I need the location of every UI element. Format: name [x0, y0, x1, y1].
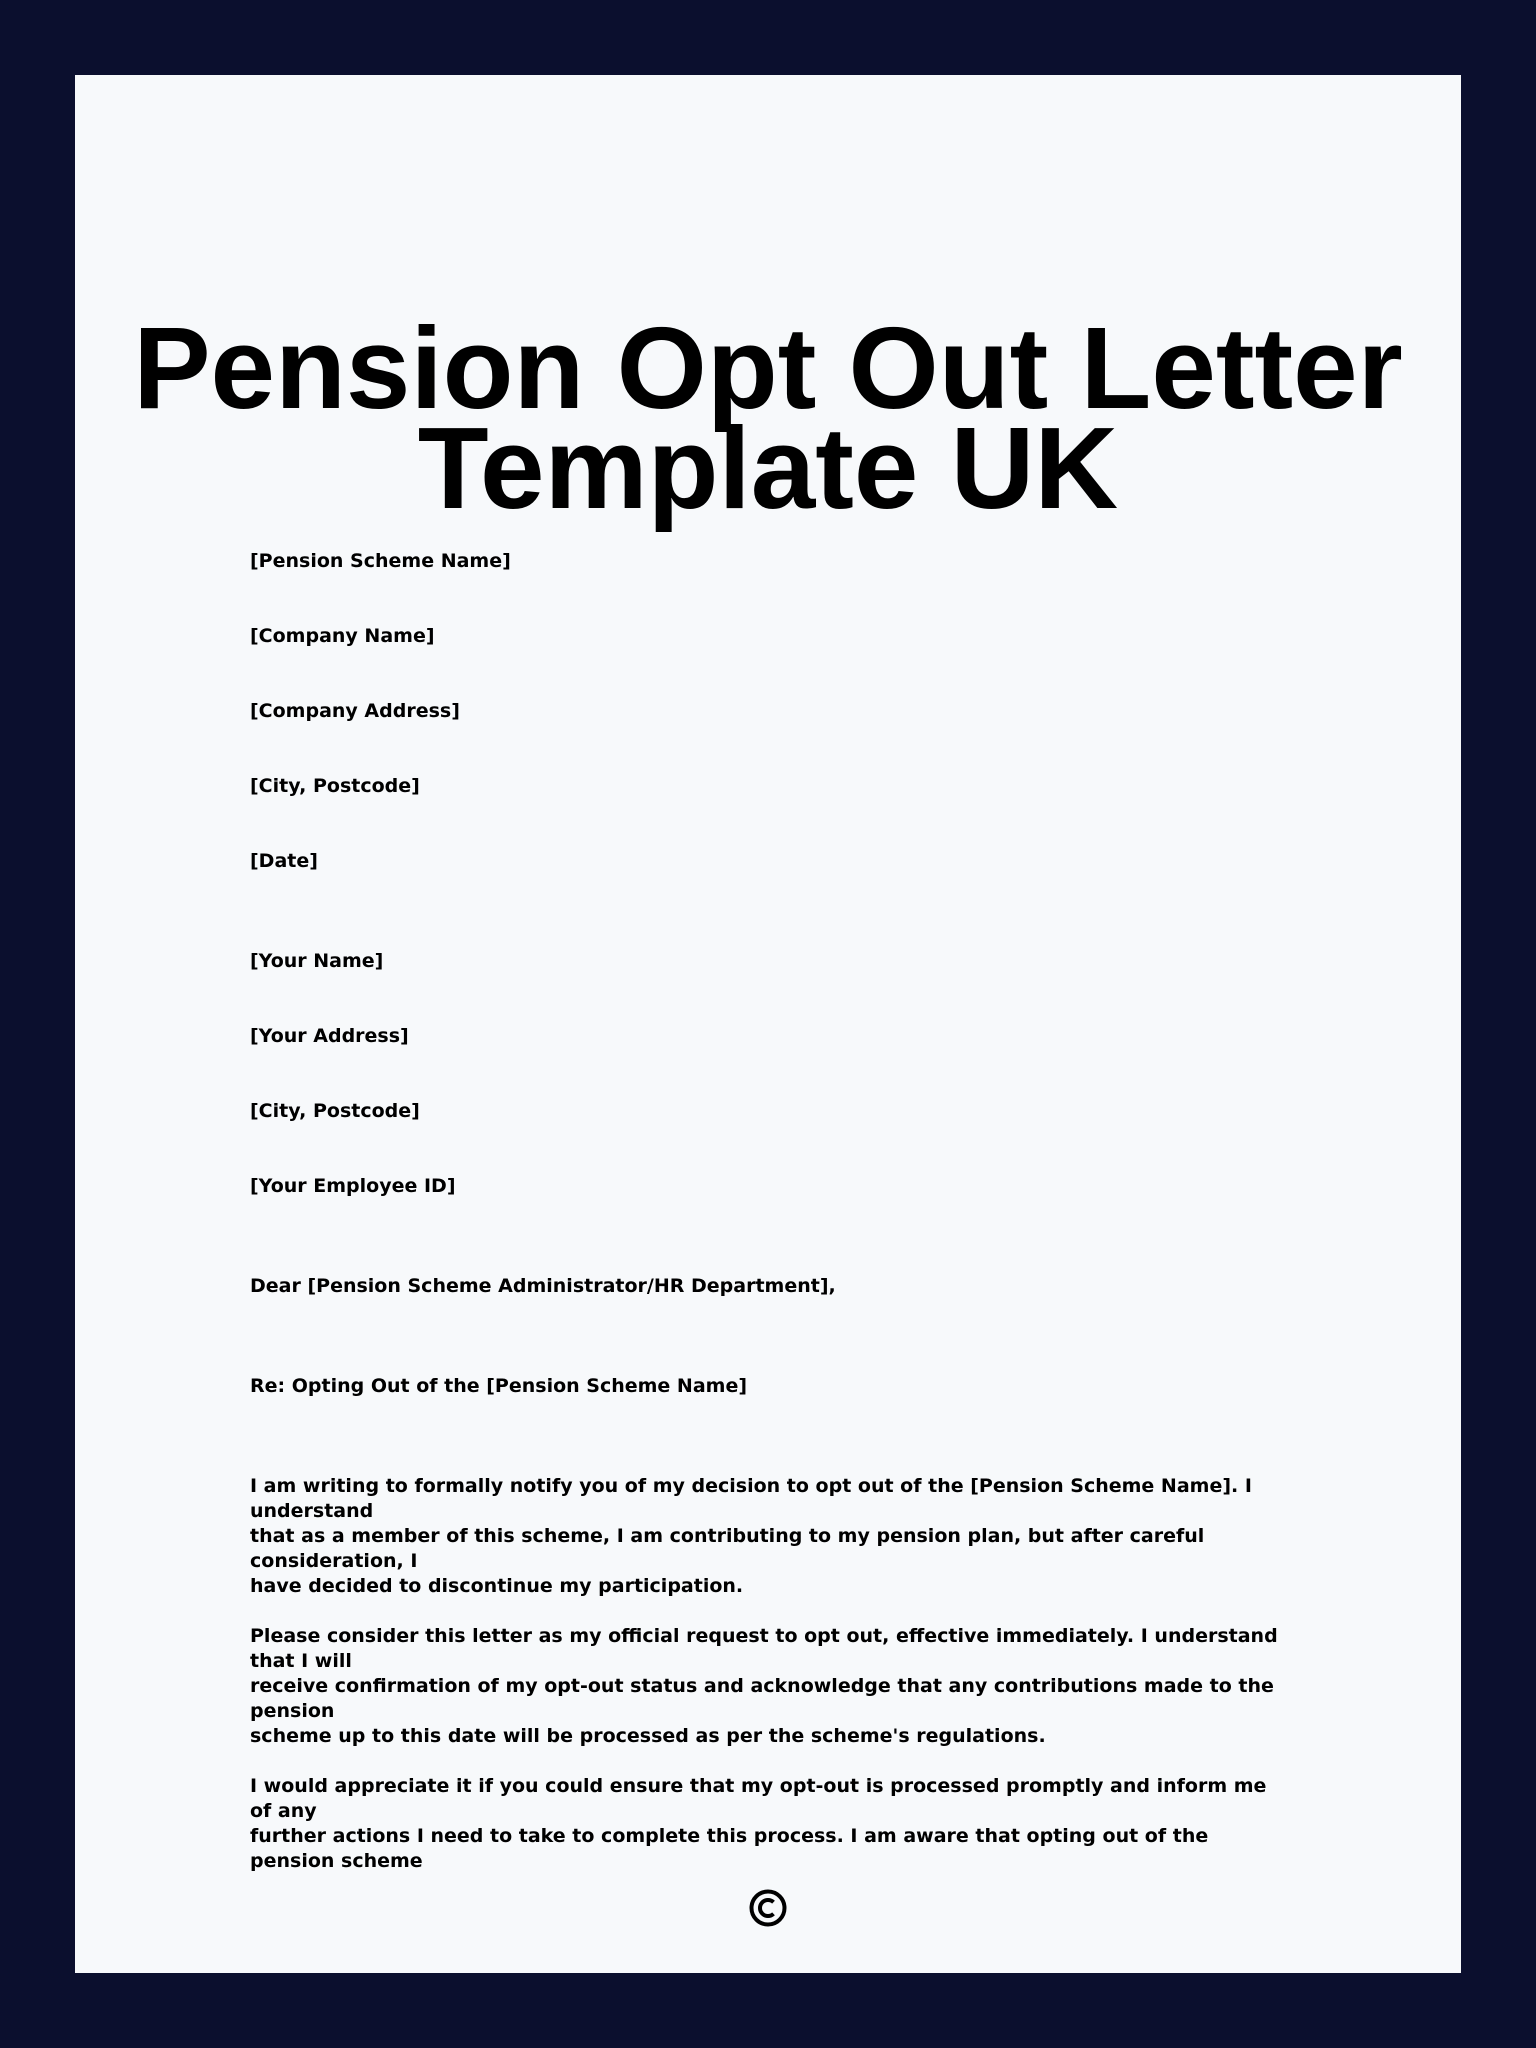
sender-employee-id: [Your Employee ID]: [250, 1175, 456, 1197]
recipient-company-address: [Company Address]: [250, 700, 460, 722]
subject-line: Re: Opting Out of the [Pension Scheme Name]: [250, 1375, 748, 1397]
page-title: Pension Opt Out Letter Template UK: [133, 303, 1403, 533]
body-paragraph-2: Please consider this letter as my official request to opt out, effective immediately. I understand that I will receive confirmation of my opt-out status and acknowledge that any contributions made to the pension scheme up to this date will be processed as per the scheme's regulations.: [250, 1625, 1278, 1747]
body-paragraph-1: I am writing to formally notify you of my decision to opt out of the [Pension Scheme Name]. I understand that as a member of this scheme, I am contributing to my pension plan, but after careful consideration, I have decided to discontinue my participation.: [250, 1475, 1252, 1597]
copyright-icon: [748, 1888, 788, 1928]
recipient-company-name: [Company Name]: [250, 625, 435, 647]
sender-address: [Your Address]: [250, 1025, 409, 1047]
sender-city-postcode: [City, Postcode]: [250, 1100, 420, 1122]
recipient-city-postcode: [City, Postcode]: [250, 775, 420, 797]
letter-page: [75, 75, 1461, 1973]
letter-date: [Date]: [250, 850, 318, 872]
sender-name: [Your Name]: [250, 950, 384, 972]
body-paragraph-3: I would appreciate it if you could ensure that my opt-out is processed promptly and inform me of any further actions I need to take to complete this process. I am aware that opting out of the pension scheme: [250, 1775, 1267, 1872]
recipient-scheme-name: [Pension Scheme Name]: [250, 550, 511, 572]
salutation: Dear [Pension Scheme Administrator/HR Department],: [250, 1275, 836, 1297]
